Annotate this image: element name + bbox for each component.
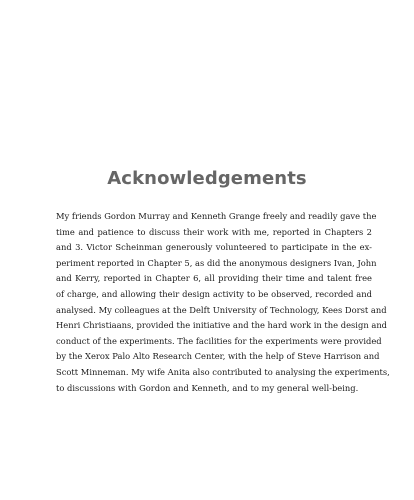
paragraph-line: to discussions with Gordon and Kenneth, and to my general well-being. [56,382,359,393]
paragraph-line: time and patience to discuss their work with me, reported in Chapters 2 [56,226,372,237]
paragraph-line: analysed. My colleagues at the Delft University of Technology, Kees Dorst and [56,304,387,315]
paragraph-line: by the Xerox Palo Alto Research Center, with the help of Steve Harrison and [56,351,380,362]
paragraph-line: Scott Minneman. My wife Anita also contributed to analysing the experiments, [56,366,390,377]
paragraph-line: Henri Christiaans, provided the initiative and the hard work in the design and [56,320,388,331]
paragraph-line: of charge, and allowing their design activity to be observed, recorded and [56,288,372,299]
acknowledgements-paragraph [56,209,390,396]
paragraph-line: My friends Gordon Murray and Kenneth Grange freely and readily gave the [56,211,377,221]
paragraph-line: and 3. Victor Scheinman generously volunteered to participate in the ex- [56,242,372,253]
paragraph-line: and Kerry, reported in Chapter 6, all providing their time and talent free [56,273,372,284]
paragraph-line: conduct of the experiments. The facilities for the experiments were provided [56,335,382,346]
paragraph-line: periment reported in Chapter 5, as did the anonymous designers Ivan, John [56,257,377,268]
page-title: Acknowledgements [107,168,307,189]
